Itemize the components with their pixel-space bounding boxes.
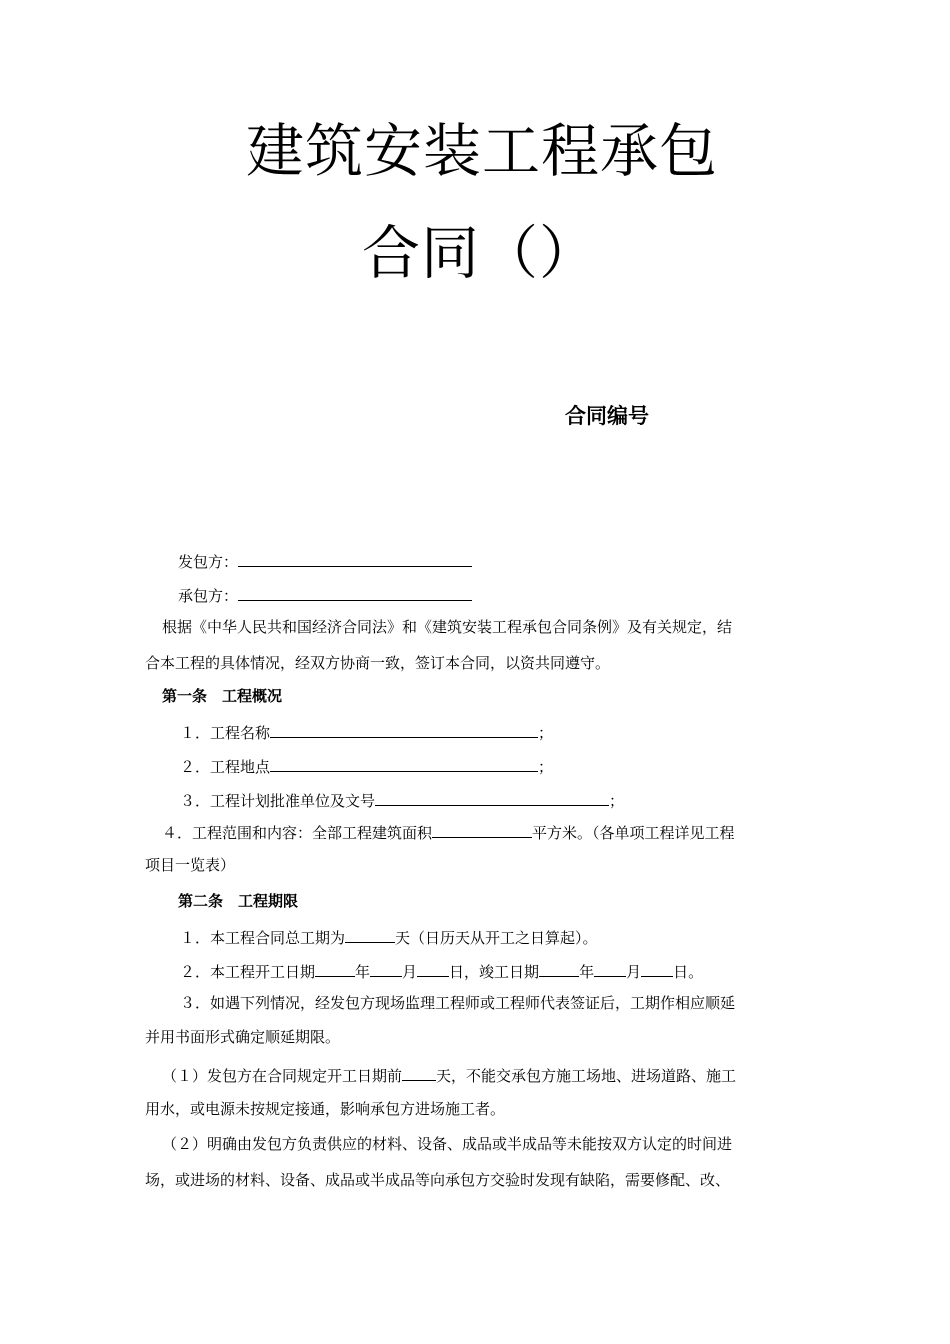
total-duration-suffix: 天（日历天从开工之日算起）。 [395,929,598,947]
project-name-blank[interactable] [270,723,538,738]
article1-item3 [180,791,624,809]
article2-sub1-line2: 用水，或电源未按规定接通，影响承包方进场施工者。 [145,1100,506,1118]
completion-date-label: 日，竣工日期 [449,963,540,981]
end-month-label: 月 [626,963,642,981]
article1-heading: 第一条 工程概况 [162,687,283,705]
contract-number-label: 合同编号 [565,404,649,428]
article2-sub2-line2: 场，或进场的材料、设备、成品或半成品等向承包方交验时发现有缺陷，需要修配、改、 [145,1171,731,1189]
start-day-blank[interactable] [417,962,449,977]
sub1-days-blank[interactable] [402,1066,436,1081]
article2-item3-line1: ３．如遇下列情况，经发包方现场监理工程师或工程师代表签证后，工期作相应顺延 [180,994,736,1012]
article2-item2 [180,962,703,980]
intro-line-2: 合本工程的具体情况，经双方协商一致，签订本合同，以资共同遵守。 [145,654,611,672]
end-day-label: 日。 [673,963,704,981]
item1-end: ； [538,724,554,742]
sub1-suffix: 天，不能交承包方施工场地、进场道路、施工 [436,1067,737,1085]
article2-heading: 第二条 工程期限 [178,892,299,910]
item3-end: ； [609,792,625,810]
end-year-blank[interactable] [539,962,579,977]
item2-end: ； [538,758,554,776]
article2-sub2-line1: （２）明确由发包方负责供应的材料、设备、成品或半成品等未能按双方认定的时间进 [162,1135,733,1153]
start-month-blank[interactable] [370,962,402,977]
article2-item1 [180,928,598,946]
article1-item4-line2: 项目一览表） [145,856,236,874]
start-date-label: ２．本工程开工日期 [180,963,316,981]
party-a-label: 发包方： [178,553,239,571]
article1-item2 [180,757,553,775]
floor-area-blank[interactable] [432,823,532,838]
end-day-blank[interactable] [641,962,673,977]
article2-sub1 [162,1066,736,1084]
project-name-label: １．工程名称 [180,724,271,742]
start-year-blank[interactable] [315,962,355,977]
total-days-blank[interactable] [345,928,395,943]
party-b-row [178,586,472,604]
party-b-label: 承包方： [178,587,239,605]
start-year-label: 年 [355,963,371,981]
sub1-label: （１）发包方在合同规定开工日期前 [162,1067,403,1085]
end-year-label: 年 [579,963,595,981]
party-b-blank[interactable] [238,586,472,601]
article1-item4 [162,823,735,841]
start-month-label: 月 [402,963,418,981]
project-location-blank[interactable] [270,757,538,772]
approval-unit-label: ３．工程计划批准单位及文号 [180,792,376,810]
total-duration-label: １．本工程合同总工期为 [180,929,346,947]
document-title-line2: 合同（） [362,219,599,287]
article1-item1 [180,723,553,741]
project-scope-label: ４．工程范围和内容：全部工程建筑面积 [162,824,433,842]
party-a-blank[interactable] [238,552,472,567]
party-a-row [178,552,472,570]
item4-end: 平方米。（各单项工程详见工程 [532,824,735,842]
intro-line-1: 根据《中华人民共和国经济合同法》和《建筑安装工程承包合同条例》及有关规定，结 [162,618,733,636]
document-title-line1: 建筑安装工程承包 [246,117,719,185]
project-location-label: ２．工程地点 [180,758,271,776]
approval-unit-blank[interactable] [375,791,609,806]
end-month-blank[interactable] [594,962,626,977]
article2-item3-line2: 并用书面形式确定顺延期限。 [145,1028,341,1046]
